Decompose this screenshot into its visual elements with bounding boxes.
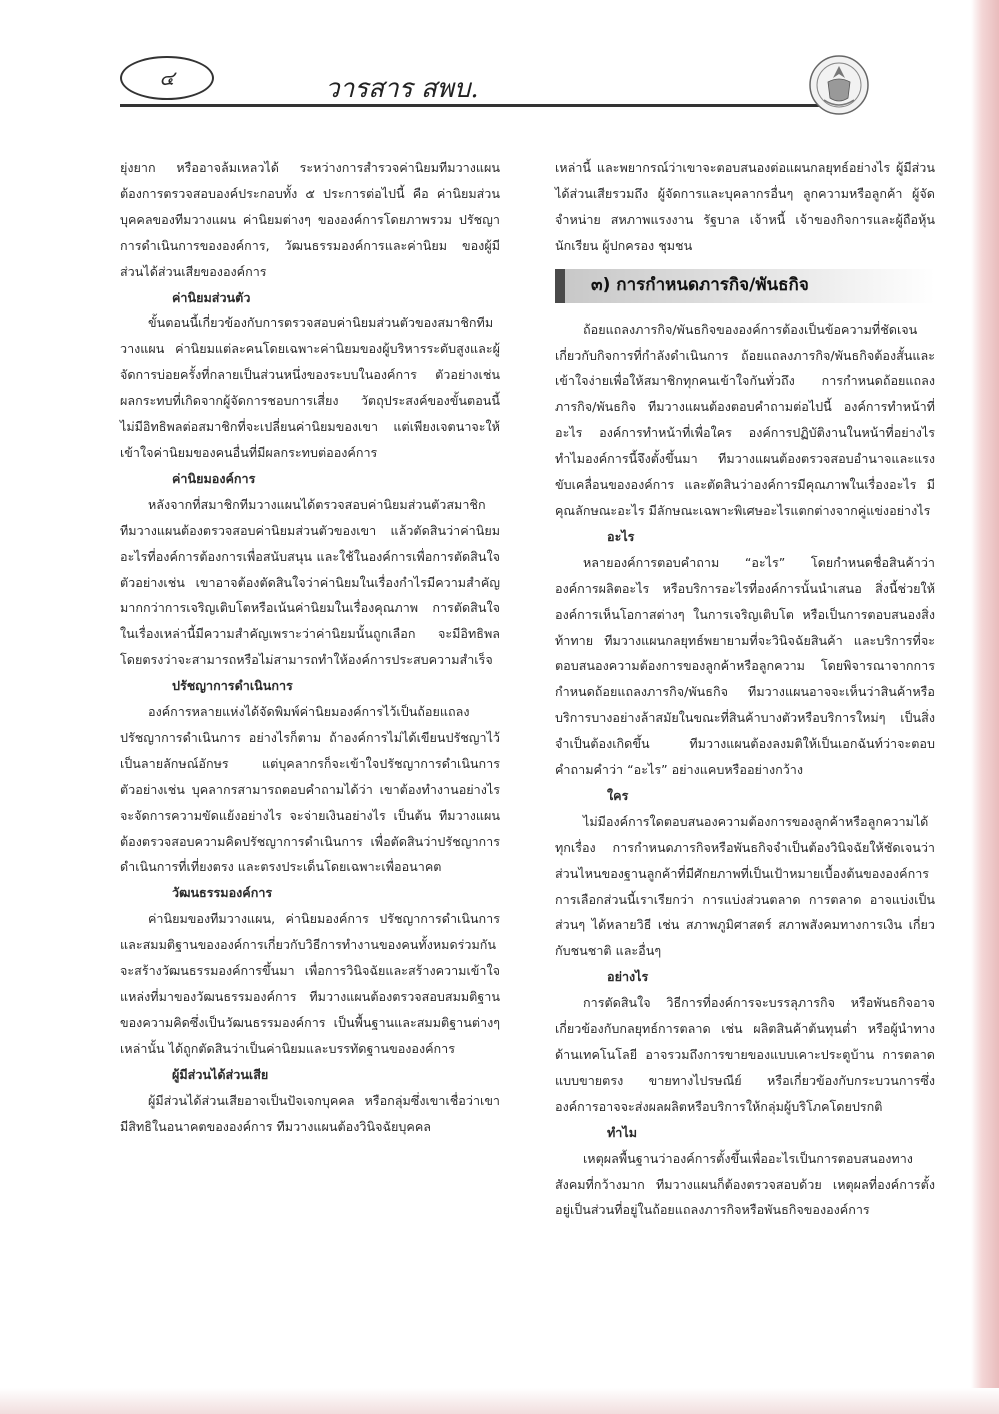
emblem-icon [808,54,870,116]
page-number: ๔ [120,56,214,100]
paragraph-what: หลายองค์การตอบคำถาม “อะไร” โดยกำหนดชื่อสินค้าว่าองค์การผลิตอะไร หรือบริการอะไรที่องค์การนั้นนำเสนอ สิ่งนี้ช่วยให้องค์การเห็นโอกาสต่างๆ ในการเจริญเติบโต หรือเป็นการตอบสนองสิ่งท้าทาย ทีมวางแผนกลยุทธ์พยายามที่จะวินิจฉัยสินค้า และบริการที่จะตอบสนองความต้องการของลูกค้าหรือลูกความ โดยพิจารณาจากการกำหนดถ้อยแถลงภารกิจ/พันธกิจ ทีมวางแผนอาจจะเห็นว่าสินค้าหรือบริการบางอย่างล้าสมัยในขณะที่สินค้าบางตัวหรือบริการใหม่ๆ เป็นสิ่งจำเป็นต้องเกิดขึ้น ทีมวางแผนต้องลงมติให้เป็นเอกฉันท์ว่าจะตอบคำถามคำว่า “อะไร” อย่างแคบหรืออย่างกว้าง [555,554,935,778]
paragraph-why: เหตุผลพื้นฐานว่าองค์การตั้งขึ้นเพื่ออะไรเป็นการตอบสนองทางสังคมที่กว้างมาก ทีมวางแผนก็ต้องตรวจสอบด้วย เหตุผลที่องค์การตั้งอยู่เป็นส่วนที่อยู่ในถ้อยแถลงภารกิจหรือพันธกิจขององค์การ [555,1150,935,1218]
left-intro-paragraph: ยุ่งยาก หรืออาจล้มเหลวได้ ระหว่างการสำรวจค่านิยมทีมวางแผน ต้องการตรวจสอบองค์ประกอบทั้ง ๕ ประการต่อไปนี้ คือ ค่านิยมส่วนบุคคลของทีมวางแผน ค่านิยมต่างๆ ขององค์การโดยภาพรวม ปรัชญาการดำเนินการขององค์การ, วัฒนธรรมองค์การและค่านิยม ของผู้มีส่วนได้ส่วนเสียขององค์การ [120,160,500,279]
heading-operating-philosophy: ปรัชญาการดำเนินการ [172,678,293,694]
heading-organization-values: ค่านิยมองค์การ [172,470,256,486]
heading-how: อย่างไร [607,969,649,985]
page-edge [971,0,999,1414]
heading-why: ทำไม [607,1124,638,1140]
left-column [120,155,500,1139]
paragraph-personal-values: ขั้นตอนนี้เกี่ยวข้องกับการตรวจสอบค่านิยมส่วนตัวของสมาชิกทีมวางแผน ค่านิยมแต่ละคนโดยเฉพาะค่านิยมของผู้บริหารระดับสูงและผู้จัดการบ่อยครั้งที่กลายเป็นส่วนหนึ่งของระบบในองค์การ ตัวอย่างเช่น ผลกระทบที่เกิดจากผู้จัดการชอบการเสี่ยง วัตถุประสงค์ของขั้นตอนนี้ไม่มีอิทธิพลต่อสมาชิกที่จะเปลี่ยนค่านิยมของเขา แต่เพียงเจตนาจะให้เข้าใจค่านิยมของคนอื่นที่มีผลกระทบต่อองค์การ [120,315,500,460]
page-bottom-edge [0,1388,999,1414]
right-intro-paragraph: เหล่านี้ และพยากรณ์ว่าเขาจะตอบสนองต่อแผนกลยุทธ์อย่างไร ผู้มีส่วนได้ส่วนเสียรวมถึง ผู้จัดการและบุคลากรอื่นๆ ลูกความหรือลูกค้า ผู้จัดจำหน่าย สหภาพแรงงาน รัฐบาล เจ้าหนี้ เจ้าของกิจการและผู้ถือหุ้น นักเรียน ผู้ปกครอง ชุมชน [555,160,935,253]
heading-what: อะไร [607,528,635,544]
heading-who: ใคร [607,787,629,803]
paragraph-organization-culture: ค่านิยมของทีมวางแผน, ค่านิยมองค์การ ปรัชญาการดำเนินการและสมมติฐานขององค์การเกี่ยวกับวิธีการทำงานของคนทั้งหมดร่วมกันจะสร้างวัฒนธรรมองค์การขึ้นมา เพื่อการวินิจฉัยและสร้างความเข้าใจแหล่งที่มาของวัฒนธรรมองค์การ ทีมวางแผนต้องตรวจสอบสมมติฐานของความคิดซึ่งเป็นวัฒนธรรมองค์การ เป็นพื้นฐานและสมมติฐานต่างๆ เหล่านั้น ได้ถูกตัดสินว่าเป็นค่านิยมและบรรทัดฐานขององค์การ [120,911,500,1056]
section-title-mission: ๓) การกำหนดภารกิจ/พันธกิจ [555,269,935,303]
heading-personal-values: ค่านิยมส่วนตัว [172,289,251,305]
paragraph-how: การตัดสินใจ วิธีการที่องค์การจะบรรลุภารกิจ หรือพันธกิจอาจเกี่ยวข้องกับกลยุทธ์การตลาด เช่น ผลิตสินค้าต้นทุนต่ำ หรือผู้นำทางด้านเทคโนโลยี อาจรวมถึงการขายของแบบเคาะประตูบ้าน การตลาดแบบขายตรง ขายทางไปรษณีย์ หรือเกี่ยวข้องกับกระบวนการซึ่งองค์การอาจจะส่งผลผลิตหรือบริการให้กลุ่มผู้บริโภคโดยปรกติ [555,995,935,1114]
header-rule [120,104,820,107]
journal-title: วารสาร สพบ. [325,74,479,104]
paragraph-stakeholders: ผู้มีส่วนได้ส่วนเสียอาจเป็นปัจเจกบุคคล หรือกลุ่มซึ่งเขาเชื่อว่าเขามีสิทธิในอนาคตขององค์การ ทีมวางแผนต้องวินิจฉัยบุคคล [120,1092,500,1134]
paragraph-who: ไม่มีองค์การใดตอบสนองความต้องการของลูกค้าหรือลูกความได้ทุกเรื่อง การกำหนดภารกิจหรือพันธกิจจำเป็นต้องวินิจฉัยให้ชัดเจนว่าส่วนไหนของฐานลูกค้าที่มีศักยภาพที่เป็นเป้าหมายเบื้องต้นขององค์การ การเลือกส่วนนี้เราเรียกว่า การแบ่งส่วนตลาด การตลาด อาจแบ่งเป็นส่วนๆ ได้หลายวิธี เช่น สภาพภูมิศาสตร์ สภาพสังคมทางการเงิน เกี่ยวกับชนชาติ และอื่นๆ [555,813,935,959]
paragraph-mission-statement: ถ้อยแถลงภารกิจ/พันธกิจขององค์การต้องเป็นข้อความที่ชัดเจนเกี่ยวกับกิจการที่กำลังดำเนินการ ถ้อยแถลงภารกิจ/พันธกิจต้องสั้นและเข้าใจง่ายเพื่อให้สมาชิกทุกคนเข้าใจกันทั่วถึง การกำหนดถ้อยแถลงภารกิจ/พันธกิจ ทีมวางแผนต้องตอบคำถามต่อไปนี้ องค์การทำหน้าที่อะไร องค์การทำหน้าที่เพื่อใคร องค์การปฏิบัติงานในหน้าที่อย่างไร ทำไมองค์การนี้จึงตั้งขึ้นมา ทีมวางแผนต้องตรวจสอบอำนาจและแรงขับเคลื่อนขององค์การ และตัดสินว่าองค์การมีคุณภาพในเรื่องอะไร มีคุณลักษณะอะไร มีลักษณะเฉพาะพิเศษอะไรแตกต่างจากคู่แข่งอย่างไร [555,321,935,518]
paragraph-organization-values: หลังจากที่สมาชิกทีมวางแผนได้ตรวจสอบค่านิยมส่วนตัวสมาชิกทีมวางแผนต้องตรวจสอบค่านิยมส่วนตัวของเขา แล้วตัดสินว่าค่านิยมอะไรที่องค์การต้องการเพื่อสนับสนุน และใช้ในองค์การเพื่อการตัดสินใจ ตัวอย่างเช่น เขาอาจต้องตัดสินใจว่าค่านิยมในเรื่องกำไรมีความสำคัญมากกว่าการเจริญเติบโตหรือเน้นค่านิยมในเรื่องคุณภาพ การตัดสินใจในเรื่องเหล่านี้มีความสำคัญเพราะว่าค่านิยมนั้นถูกเลือก จะมีอิทธิพลโดยตรงว่าจะสามารถหรือไม่สามารถทำให้องค์การประสบความสำเร็จ [120,496,500,668]
right-column [555,155,935,1223]
page-header [120,54,920,112]
paragraph-operating-philosophy: องค์การหลายแห่งได้จัดพิมพ์ค่านิยมองค์การไว้เป็นถ้อยแถลงปรัชญาการดำเนินการ อย่างไรก็ตาม ถ้าองค์การไม่ได้เขียนปรัชญาไว้เป็นลายลักษณ์อักษร แต่บุคลากรก็จะเข้าใจปรัชญาการดำเนินการ ตัวอย่างเช่น บุคลากรสามารถตอบคำถามได้ว่า เขาต้องทำงานอย่างไร จะจัดการความขัดแย้งอย่างไร จะจ่ายเงินอย่างไร เป็นต้น ทีมวางแผนต้องตรวจสอบความคิดปรัชญาการดำเนินการ เพื่อตัดสินว่าปรัชญาการดำเนินการที่เที่ยงตรง และตรงประเด็นโดยเฉพาะเพื่ออนาคต [120,704,500,875]
heading-stakeholders: ผู้มีส่วนได้ส่วนเสีย [172,1066,269,1082]
heading-organization-culture: วัฒนธรรมองค์การ [172,885,273,901]
